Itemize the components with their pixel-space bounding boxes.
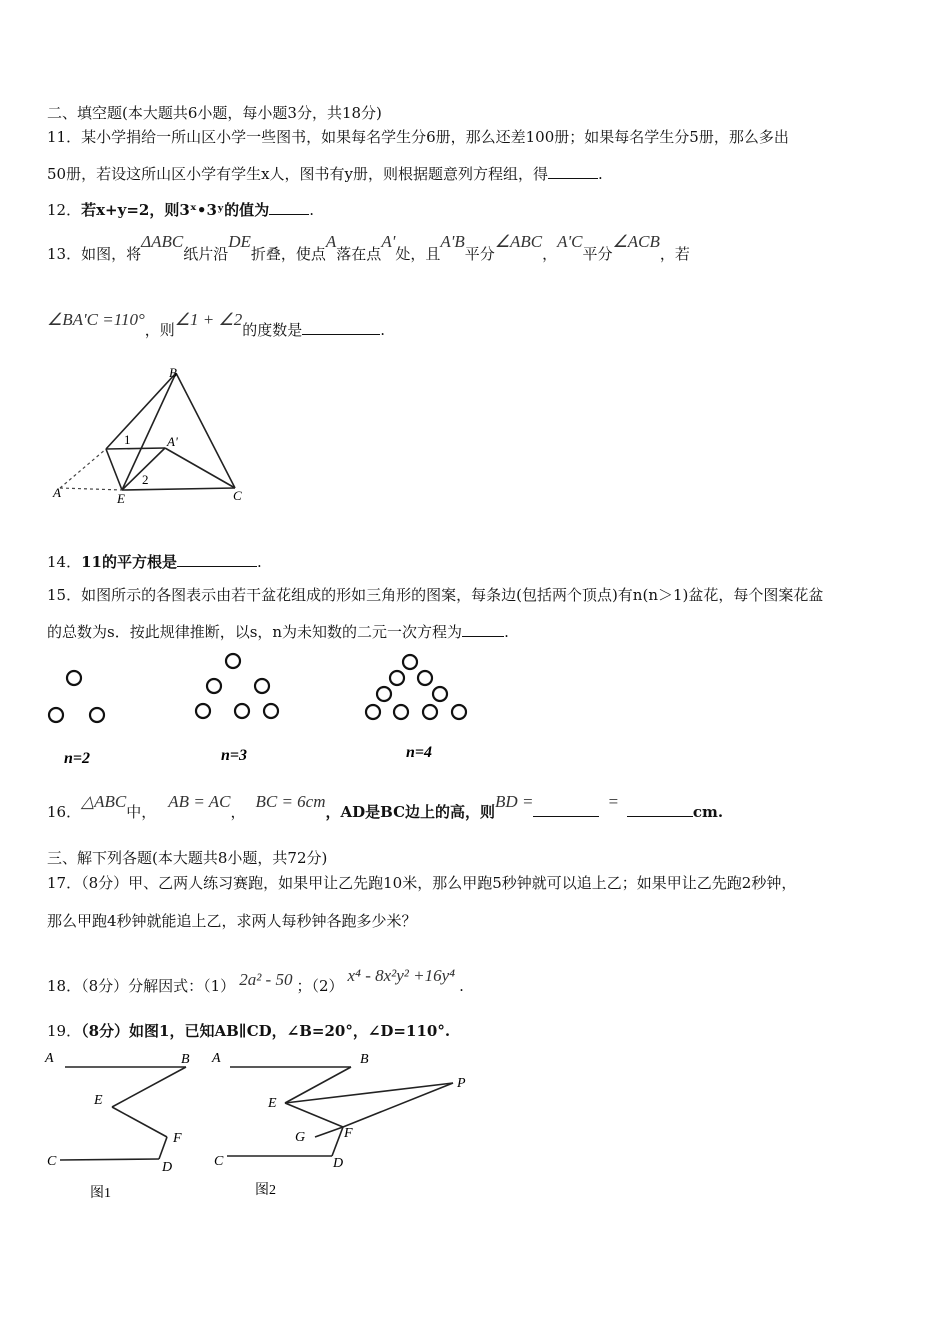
q18-end: .	[459, 977, 464, 995]
q13-label-angle2: 2	[142, 472, 149, 487]
flower-pot	[264, 704, 278, 718]
q12-end: .	[309, 201, 314, 219]
q13-number: 13．	[47, 245, 82, 263]
q13-math-aprime-b: A'B	[440, 232, 465, 251]
q15-text-line2: 的总数为s．按此规律推断，以s，n为未知数的二元一次方程为	[47, 623, 463, 641]
q13-answer-blank	[302, 320, 380, 335]
q15-number: 15．	[47, 586, 82, 604]
q18-text: ；（2）	[296, 977, 344, 995]
q12-text: 若x+y=2，则3ˣ•3ʸ的值为	[81, 201, 270, 219]
fig1-label-a: A	[45, 1051, 54, 1066]
q18-line	[47, 966, 464, 996]
flower-pot	[452, 705, 466, 719]
q13-end: .	[380, 321, 386, 339]
q13-text: 平分	[582, 245, 613, 263]
q13-label-angle1: 1	[124, 432, 131, 447]
q13-math-aprime-c: A'C	[557, 232, 583, 251]
q13-label-e: E	[117, 491, 125, 506]
q17-line1	[47, 873, 796, 893]
section3-title: 三、解下列各题(本大题共8小题，共72分)	[47, 849, 328, 867]
q13-math-aprime: A'	[381, 232, 396, 251]
q13-text: 处，且	[395, 245, 441, 263]
q13-text: 平分	[464, 245, 495, 263]
fig2-caption: 图2	[255, 1183, 276, 1198]
flower-pot	[418, 671, 432, 685]
q15-line2	[47, 622, 509, 642]
q13-math-de: DE	[228, 232, 251, 251]
q17-text-line2: 那么甲跑4秒钟就能追上乙，求两人每秒钟各跑多少米？	[47, 912, 417, 930]
q13-text: 的度数是	[242, 321, 303, 339]
flower-pot	[433, 687, 447, 701]
fig1-line-cd	[60, 1159, 159, 1160]
q13-line1	[47, 232, 690, 264]
fig1-label-f: F	[173, 1131, 182, 1146]
q15-figure	[40, 645, 480, 770]
fig1-line-be	[112, 1067, 186, 1107]
q15-end: .	[504, 623, 509, 641]
flower-pot	[235, 704, 249, 718]
q14-answer-blank	[177, 552, 257, 567]
q16-math-equals: =	[607, 792, 619, 811]
fig2-line-be	[285, 1067, 351, 1103]
q12-number: 12．	[47, 201, 82, 219]
flower-pot	[207, 679, 221, 693]
q15-label-n4: n=4	[406, 744, 433, 761]
flower-pot	[394, 705, 408, 719]
q13-figure	[40, 360, 270, 510]
q13-text: ，若	[659, 245, 690, 263]
fig2-label-e: E	[268, 1096, 277, 1111]
q13-line2	[47, 310, 386, 340]
q13-math-angle-abc: ∠ABC	[494, 232, 543, 251]
fig1-label-b: B	[181, 1052, 190, 1067]
q16-answer-blank-2	[627, 802, 693, 817]
q16-unit: cm.	[692, 803, 724, 821]
fig2-line-fd	[332, 1127, 343, 1156]
q13-label-aprime: A'	[167, 434, 178, 449]
fig2-line-fg	[315, 1127, 343, 1137]
q13-text: 落在点	[336, 245, 382, 263]
q11-answer-blank	[548, 164, 598, 179]
q11-end: .	[598, 165, 603, 183]
q15-label-n3: n=3	[221, 747, 248, 764]
fig2-label-g: G	[295, 1130, 306, 1145]
q11-number: 11．	[47, 128, 82, 146]
flower-pot	[90, 708, 104, 722]
q14-number: 14．	[47, 553, 82, 571]
q15-text-line1: 如图所示的各图表示由若干盆花组成的形如三角形的图案，每条边(包括两个顶点)有n(n＞1)盆花，每个图案花盆	[81, 586, 824, 604]
q15-label-n2: n=2	[64, 750, 91, 767]
fig2-label-c: C	[214, 1154, 224, 1169]
q13-dashed-ad	[60, 449, 106, 488]
q17-line2	[47, 911, 417, 931]
q16-answer-blank-1	[533, 802, 599, 817]
fig2-label-d: D	[333, 1156, 344, 1171]
q13-math-angle-acb: ∠ACB	[612, 232, 660, 251]
q13-math-sum: ∠1 + ∠2	[174, 310, 243, 329]
fig2-label-b: B	[360, 1052, 369, 1067]
fig1-line-fd	[159, 1137, 167, 1159]
q13-edge-de	[106, 449, 122, 490]
q13-edge-d-aprime	[106, 448, 165, 449]
fig1-line-ef	[112, 1107, 167, 1137]
flower-pot	[255, 679, 269, 693]
q19-text: （8分）如图1，已知AB∥CD，∠B=20°，∠D=110°.	[81, 1022, 451, 1040]
q18-text: （8分）分解因式：（1）	[81, 977, 236, 995]
fig1-label-d: D	[162, 1160, 173, 1175]
q16-math-bd: BD =	[495, 792, 534, 811]
q15-line1	[47, 585, 823, 605]
q16-number: 16．	[47, 803, 82, 821]
q19-number: 19．	[47, 1022, 82, 1040]
q17-number: 17．	[47, 874, 82, 892]
fig2-line-ef	[285, 1103, 343, 1127]
q11-text-line2: 50册，若设这所山区小学有学生x人，图书有y册，则根据题意列方程组，得	[47, 165, 549, 183]
q13-math-angle-condition: ∠BA'C =110°	[47, 310, 145, 329]
q11-text-line1: 某小学捐给一所山区小学一些图书，如果每名学生分6册，那么还差100册；如果每名学生分5册，那么多出	[81, 128, 789, 146]
q13-text: 折叠，使点	[250, 245, 326, 263]
flower-pot	[226, 654, 240, 668]
fig1-caption: 图1	[90, 1186, 111, 1201]
q14-line	[47, 552, 262, 572]
q12-line	[47, 200, 314, 220]
q19-line	[47, 1021, 450, 1041]
q16-text: ，	[230, 803, 246, 821]
flower-pot	[390, 671, 404, 685]
q19-figure1	[40, 1045, 200, 1205]
q13-math-a: A	[325, 232, 337, 251]
q12-answer-blank	[269, 200, 309, 215]
flower-pot	[366, 705, 380, 719]
q13-text: 如图，将	[81, 245, 142, 263]
q16-math-triangle: △ABC	[81, 792, 127, 811]
q13-dashed-ae	[60, 488, 122, 490]
fig1-label-e: E	[94, 1093, 103, 1108]
q13-label-c: C	[233, 488, 242, 503]
q18-math-expr2: x⁴ - 8x²y² +16y⁴	[347, 966, 456, 985]
flower-pot	[403, 655, 417, 669]
flower-pot	[423, 705, 437, 719]
q18-math-expr1: 2a² - 50	[239, 970, 293, 989]
q14-end: .	[256, 553, 262, 571]
q13-edge-ec	[122, 488, 235, 490]
q11-line1	[47, 127, 789, 147]
flower-pot	[196, 704, 210, 718]
q16-text: 中，	[126, 803, 157, 821]
q16-math-ab-ac: AB = AC	[168, 792, 231, 811]
flower-pot	[67, 671, 81, 685]
q14-text: 11的平方根是	[81, 553, 177, 571]
section2-title: 二、填空题(本大题共6小题，每小题3分，共18分)	[47, 104, 382, 122]
q16-text: ，AD是BC边上的高，则	[325, 803, 496, 821]
q15-answer-blank	[462, 622, 504, 637]
q17-text-line1: （8分）甲、乙两人练习赛跑，如果甲让乙先跑10米，那么甲跑5秒钟就可以追上乙；如果甲让乙先跑2秒钟，	[81, 874, 797, 892]
fig1-label-c: C	[47, 1154, 57, 1169]
q13-label-b: B	[169, 365, 177, 380]
q16-line	[47, 792, 724, 822]
q13-label-a: A	[53, 485, 61, 500]
q19-figure2	[205, 1045, 485, 1205]
q11-line2	[47, 164, 603, 184]
q13-edge-bd	[106, 373, 176, 449]
fig2-label-p: P	[457, 1076, 466, 1091]
q13-text: ，则	[144, 321, 175, 339]
q16-math-bc: BC = 6cm	[255, 792, 326, 811]
q13-text: 纸片沿	[183, 245, 229, 263]
flower-pot	[377, 687, 391, 701]
flower-pot	[49, 708, 63, 722]
fig2-label-f: F	[344, 1126, 353, 1141]
q13-math-triangle: ΔABC	[141, 232, 184, 251]
fig2-label-a: A	[212, 1051, 221, 1066]
q18-number: 18．	[47, 977, 82, 995]
q13-text: ，	[542, 245, 558, 263]
